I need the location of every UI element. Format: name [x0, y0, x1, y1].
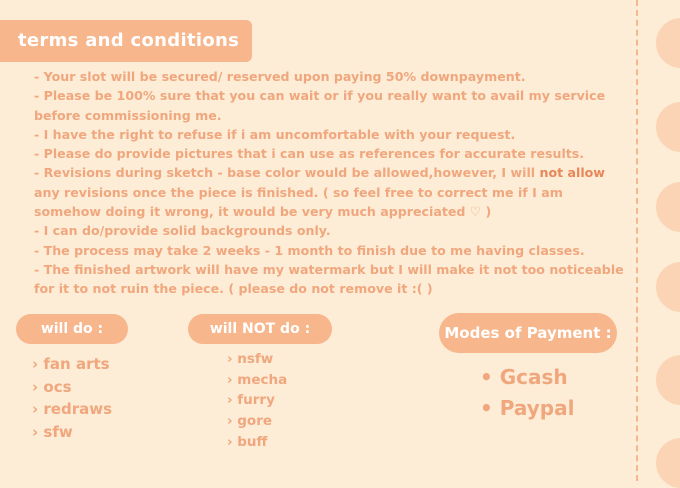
list-item: • Paypal	[480, 396, 575, 420]
list-item: › buff	[227, 433, 268, 450]
list-item: › sfw	[32, 422, 73, 441]
list-item: › nsfw	[227, 351, 274, 367]
term-item: - I can do/provide solid backgrounds only.	[34, 223, 331, 239]
payment-heading: Modes of Payment :	[439, 313, 617, 353]
decorative-circle	[656, 18, 680, 68]
decorative-circle	[656, 355, 680, 405]
term-item: - The finished artwork will have my watermark but I will make it not too noticeable for it to not ruin the piece. ( please do not remove it :( )	[34, 261, 624, 297]
terms-list	[34, 67, 630, 299]
list-item: › fan arts	[32, 355, 110, 373]
list-item: › mecha	[227, 371, 288, 388]
term-item: - The process may take 2 weeks - 1 month to finish due to me having classes.	[34, 242, 585, 258]
page-title: terms and conditions	[0, 20, 252, 62]
payment-list	[480, 362, 574, 424]
decorative-circle	[656, 102, 680, 152]
list-item: • Gcash	[480, 365, 568, 389]
term-item: - Please do provide pictures that i can use as references for accurate results.	[34, 146, 585, 162]
term-item: - Revisions during sketch - base color would be allowed,however, I will not allow any revisions once the piece is finished. ( so feel free to correct me if I am somehow doing it wrong, it would be very much appreciated ♡ )	[34, 165, 605, 220]
will-do-list	[32, 353, 112, 443]
term-item: - Please be 100% sure that you can wait or if you really want to avail my service before commissioning me.	[34, 88, 606, 123]
list-item: › redraws	[32, 400, 113, 418]
term-item: - Your slot will be secured/ reserved upon paying 50% downpayment.	[34, 69, 526, 84]
list-item: › furry	[227, 392, 275, 409]
will-not-do-heading: will NOT do :	[188, 314, 332, 344]
term-item: - I have the right to refuse if i am uncomfortable with your request.	[34, 126, 516, 142]
decorative-circle	[656, 182, 680, 232]
will-do-heading: will do :	[16, 314, 128, 344]
emphasis-text: not allow	[539, 165, 605, 181]
list-item: › ocs	[32, 377, 72, 396]
decorative-circle	[656, 262, 680, 312]
perforation-line	[636, 0, 638, 481]
list-item: › gore	[227, 413, 273, 430]
will-not-do-list	[227, 349, 287, 453]
